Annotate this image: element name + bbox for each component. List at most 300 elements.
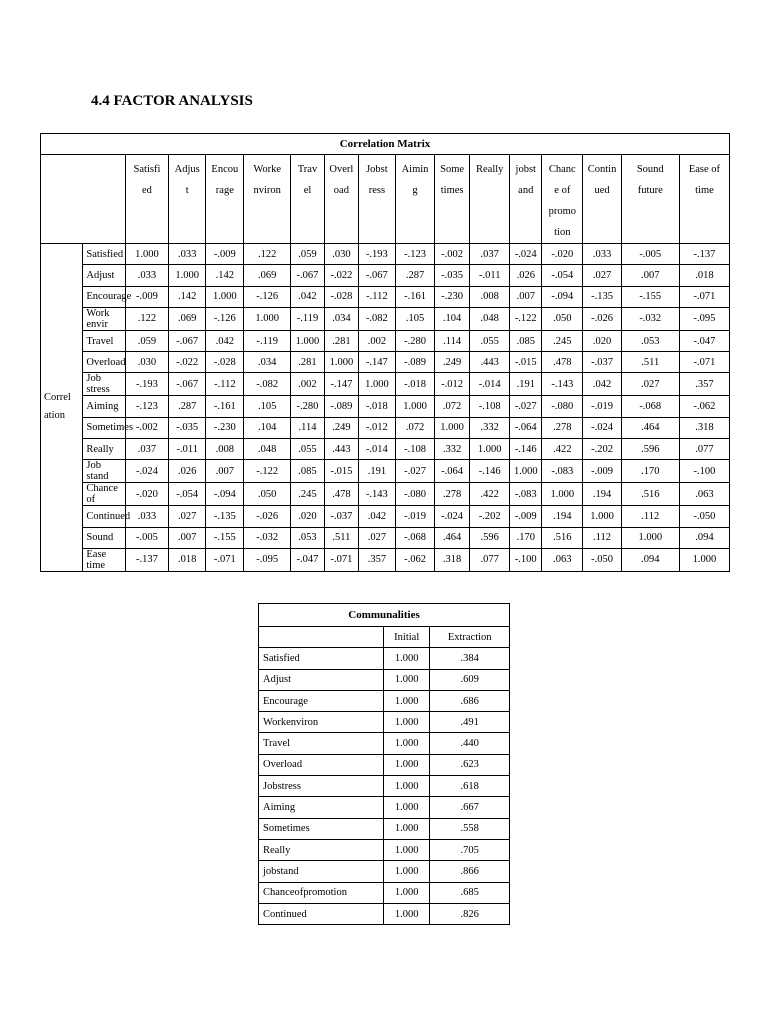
correlation-value: -.143 <box>542 373 583 396</box>
correlation-value: -.135 <box>206 506 244 527</box>
correlation-value: -.037 <box>583 352 621 373</box>
column-header-text: Satisfi <box>133 164 161 175</box>
extraction-value: .618 <box>430 776 510 797</box>
correlation-value: -.020 <box>125 483 168 506</box>
column-header <box>324 155 358 244</box>
correlation-value: -.123 <box>125 396 168 417</box>
correlation-value: -.068 <box>621 396 679 417</box>
correlation-value: -.094 <box>206 483 244 506</box>
correlation-value: .478 <box>542 352 583 373</box>
row-label: Continued <box>259 903 384 924</box>
correlation-value: 1.000 <box>206 286 244 307</box>
correlation-value: .287 <box>395 265 434 286</box>
correlation-value: -.035 <box>435 265 470 286</box>
correlation-value: -.123 <box>395 244 434 265</box>
column-header-text: ed <box>142 185 152 196</box>
correlation-value: .048 <box>244 439 291 460</box>
correlation-value: .516 <box>621 483 679 506</box>
side-label-line: Correl <box>44 392 71 404</box>
communalities-title: Communalities <box>259 604 510 627</box>
column-header <box>169 155 206 244</box>
correlation-value: -.100 <box>510 548 542 571</box>
extraction-value: .384 <box>430 648 510 669</box>
correlation-value: -.024 <box>435 506 470 527</box>
column-header-text: tion <box>554 227 571 238</box>
correlation-value: .170 <box>510 527 542 548</box>
extraction-value: .705 <box>430 839 510 860</box>
row-label: Continued <box>83 506 125 527</box>
column-header <box>435 155 470 244</box>
correlation-value: -.122 <box>244 460 291 483</box>
correlation-value: -.009 <box>125 286 168 307</box>
column-header-text: oad <box>333 185 349 196</box>
correlation-value: 1.000 <box>244 307 291 330</box>
correlation-value: .037 <box>125 439 168 460</box>
correlation-value: -.068 <box>395 527 434 548</box>
correlation-matrix-title: Correlation Matrix <box>41 134 730 155</box>
correlation-value: -.005 <box>621 244 679 265</box>
extraction-value: .440 <box>430 733 510 754</box>
correlation-value: -.018 <box>358 396 395 417</box>
column-header-text: Some <box>440 164 465 175</box>
correlation-value: -.193 <box>358 244 395 265</box>
correlation-value: .020 <box>291 506 325 527</box>
correlation-value: -.230 <box>435 286 470 307</box>
correlation-value: .357 <box>358 548 395 571</box>
column-header-text: Jobst <box>366 164 388 175</box>
row-label: Really <box>83 439 125 460</box>
correlation-value: -.126 <box>244 286 291 307</box>
correlation-value: .422 <box>542 439 583 460</box>
correlation-value: .478 <box>324 483 358 506</box>
column-header <box>125 155 168 244</box>
table-row <box>41 373 730 396</box>
correlation-value: -.032 <box>621 307 679 330</box>
correlation-value: 1.000 <box>470 439 510 460</box>
initial-value: 1.000 <box>384 669 430 690</box>
header-blank-cell <box>41 155 126 244</box>
column-header-text: future <box>637 185 663 196</box>
extraction-value: .685 <box>430 882 510 903</box>
correlation-value: .094 <box>621 548 679 571</box>
correlation-value: -.071 <box>679 286 729 307</box>
correlation-value: -.146 <box>510 439 542 460</box>
correlation-value: -.112 <box>358 286 395 307</box>
correlation-value: .007 <box>169 527 206 548</box>
column-header-text: Ease of <box>688 164 721 175</box>
column-header-text: Really <box>476 164 504 175</box>
correlation-value: .318 <box>435 548 470 571</box>
correlation-value: .030 <box>125 352 168 373</box>
correlation-value: -.009 <box>510 506 542 527</box>
column-header-text: and <box>518 185 534 196</box>
correlation-value: -.135 <box>583 286 621 307</box>
correlation-value: .033 <box>125 506 168 527</box>
table-row <box>41 439 730 460</box>
correlation-value: .085 <box>510 330 542 351</box>
row-label: Adjust <box>259 669 384 690</box>
correlation-value: .332 <box>435 439 470 460</box>
correlation-value: .112 <box>621 506 679 527</box>
correlation-value: .027 <box>358 527 395 548</box>
correlation-value: .332 <box>470 417 510 438</box>
correlation-value: .034 <box>244 352 291 373</box>
row-label: Satisfied <box>83 244 125 265</box>
row-label: Adjust <box>83 265 125 286</box>
column-header-text: Adjus <box>174 164 200 175</box>
correlation-value: .245 <box>291 483 325 506</box>
correlation-value: -.119 <box>291 307 325 330</box>
table-row <box>41 460 730 483</box>
column-header-text: g <box>412 185 418 196</box>
correlation-value: -.095 <box>244 548 291 571</box>
table-row <box>259 669 510 690</box>
column-header <box>395 155 434 244</box>
table-row <box>41 506 730 527</box>
correlation-value: -.011 <box>470 265 510 286</box>
correlation-value: .072 <box>395 417 434 438</box>
correlation-value: -.146 <box>470 460 510 483</box>
correlation-value: .033 <box>583 244 621 265</box>
correlation-value: -.067 <box>169 330 206 351</box>
side-label-line: ation <box>44 410 65 422</box>
correlation-value: .026 <box>169 460 206 483</box>
correlation-value: -.018 <box>395 373 434 396</box>
correlation-value: -.012 <box>435 373 470 396</box>
correlation-value: .037 <box>470 244 510 265</box>
correlation-value: .511 <box>324 527 358 548</box>
correlation-matrix-table <box>40 133 730 572</box>
correlation-value: -.147 <box>358 352 395 373</box>
row-label: Sound <box>83 527 125 548</box>
correlation-value: -.143 <box>358 483 395 506</box>
correlation-value: -.137 <box>679 244 729 265</box>
column-header <box>510 155 542 244</box>
correlation-value: -.009 <box>583 460 621 483</box>
correlation-value: -.022 <box>324 265 358 286</box>
initial-value: 1.000 <box>384 818 430 839</box>
correlation-value: -.012 <box>358 417 395 438</box>
correlation-value: .422 <box>470 483 510 506</box>
extraction-value: .491 <box>430 712 510 733</box>
row-label: Workenviron <box>259 712 384 733</box>
initial-value: 1.000 <box>384 648 430 669</box>
row-label: Chance of <box>83 483 125 506</box>
initial-value: 1.000 <box>384 839 430 860</box>
correlation-value: -.064 <box>435 460 470 483</box>
correlation-value: .122 <box>244 244 291 265</box>
correlation-value: .050 <box>244 483 291 506</box>
table-row <box>259 690 510 711</box>
column-header-text: times <box>440 185 464 196</box>
row-label: Job stand <box>83 460 125 483</box>
correlation-value: 1.000 <box>679 548 729 571</box>
correlation-value: .063 <box>679 483 729 506</box>
correlation-value: -.089 <box>395 352 434 373</box>
extraction-value: .866 <box>430 861 510 882</box>
correlation-value: -.002 <box>125 417 168 438</box>
correlation-value: .112 <box>583 527 621 548</box>
column-header <box>679 155 729 244</box>
column-header-text: Encou <box>211 164 239 175</box>
correlation-value: .516 <box>542 527 583 548</box>
correlation-value: .085 <box>291 460 325 483</box>
column-header <box>470 155 510 244</box>
correlation-value: .194 <box>583 483 621 506</box>
correlation-value: .053 <box>291 527 325 548</box>
column-header <box>542 155 583 244</box>
row-label: Travel <box>83 330 125 351</box>
column-header-text: Sound <box>636 164 664 175</box>
correlation-value: 1.000 <box>291 330 325 351</box>
column-header-text: Chanc <box>548 164 576 175</box>
correlation-value: .018 <box>679 265 729 286</box>
extraction-value: .667 <box>430 797 510 818</box>
table-row <box>259 776 510 797</box>
column-header-text: ued <box>594 185 610 196</box>
row-label: Travel <box>259 733 384 754</box>
row-label: Overload <box>259 754 384 775</box>
correlation-value: -.122 <box>510 307 542 330</box>
row-label: Sometimes <box>83 417 125 438</box>
correlation-value: .027 <box>621 373 679 396</box>
correlation-value: 1.000 <box>169 265 206 286</box>
correlation-value: .318 <box>679 417 729 438</box>
correlation-value: -.027 <box>395 460 434 483</box>
correlation-value: -.014 <box>358 439 395 460</box>
correlation-value: -.082 <box>244 373 291 396</box>
initial-value: 1.000 <box>384 797 430 818</box>
correlation-value: .281 <box>291 352 325 373</box>
table-row <box>41 483 730 506</box>
correlation-value: .050 <box>542 307 583 330</box>
correlation-value: -.024 <box>583 417 621 438</box>
correlation-value: .114 <box>435 330 470 351</box>
column-header <box>583 155 621 244</box>
correlation-value: -.050 <box>679 506 729 527</box>
table-row <box>259 839 510 860</box>
correlation-value: .034 <box>324 307 358 330</box>
row-label: Really <box>259 839 384 860</box>
column-header-text: t <box>185 185 189 196</box>
table-row <box>259 712 510 733</box>
initial-value: 1.000 <box>384 733 430 754</box>
row-label: Satisfied <box>259 648 384 669</box>
correlation-value: .191 <box>510 373 542 396</box>
column-header-text: e of <box>554 185 571 196</box>
correlation-value: .059 <box>291 244 325 265</box>
correlation-value: -.161 <box>395 286 434 307</box>
correlation-value: .094 <box>679 527 729 548</box>
correlation-value: -.100 <box>679 460 729 483</box>
correlation-value: -.032 <box>244 527 291 548</box>
correlation-value: -.054 <box>542 265 583 286</box>
correlation-value: -.019 <box>583 396 621 417</box>
correlation-value: .002 <box>291 373 325 396</box>
extraction-value: .609 <box>430 669 510 690</box>
correlation-value: -.067 <box>291 265 325 286</box>
correlation-value: -.064 <box>510 417 542 438</box>
correlation-value: -.137 <box>125 548 168 571</box>
correlation-value: -.027 <box>510 396 542 417</box>
correlation-value: 1.000 <box>435 417 470 438</box>
correlation-value: .059 <box>125 330 168 351</box>
correlation-value: .063 <box>542 548 583 571</box>
correlation-value: -.280 <box>395 330 434 351</box>
correlation-value: -.009 <box>206 244 244 265</box>
correlation-value: .069 <box>244 265 291 286</box>
correlation-value: -.126 <box>206 307 244 330</box>
correlation-value: -.119 <box>244 330 291 351</box>
correlation-value: .249 <box>435 352 470 373</box>
table-row <box>259 754 510 775</box>
communalities-table <box>258 603 510 925</box>
correlation-value: -.089 <box>324 396 358 417</box>
correlation-value: .077 <box>470 548 510 571</box>
table-row <box>41 286 730 307</box>
correlation-value: .072 <box>435 396 470 417</box>
correlation-value: .278 <box>435 483 470 506</box>
correlation-value: .511 <box>621 352 679 373</box>
table-row <box>259 903 510 924</box>
correlation-value: -.024 <box>125 460 168 483</box>
table-row <box>41 265 730 286</box>
row-label: Aiming <box>83 396 125 417</box>
correlation-value: .033 <box>125 265 168 286</box>
column-header-text: ress <box>368 185 386 196</box>
section-heading: 4.4 FACTOR ANALYSIS <box>91 93 253 109</box>
correlation-value: -.230 <box>206 417 244 438</box>
correlation-value: -.155 <box>206 527 244 548</box>
column-header <box>358 155 395 244</box>
extraction-value: .558 <box>430 818 510 839</box>
correlation-value: .027 <box>583 265 621 286</box>
row-label: jobstand <box>259 861 384 882</box>
column-header <box>291 155 325 244</box>
correlation-value: .194 <box>542 506 583 527</box>
correlation-value: -.067 <box>358 265 395 286</box>
correlation-value: -.083 <box>542 460 583 483</box>
column-header-text: Worke <box>253 164 282 175</box>
correlation-value: -.024 <box>510 244 542 265</box>
correlation-value: 1.000 <box>542 483 583 506</box>
row-label: Overload <box>83 352 125 373</box>
correlation-value: -.047 <box>679 330 729 351</box>
correlation-value: -.083 <box>510 483 542 506</box>
correlation-value: -.108 <box>470 396 510 417</box>
correlation-value: .287 <box>169 396 206 417</box>
correlation-value: -.094 <box>542 286 583 307</box>
correlation-value: .042 <box>291 286 325 307</box>
extraction-value: .686 <box>430 690 510 711</box>
correlation-value: -.095 <box>679 307 729 330</box>
correlation-value: -.050 <box>583 548 621 571</box>
correlation-value: -.071 <box>206 548 244 571</box>
correlation-value: .020 <box>583 330 621 351</box>
correlation-value: .170 <box>621 460 679 483</box>
column-header-text: nviron <box>253 185 281 196</box>
correlation-value: .048 <box>470 307 510 330</box>
table-row <box>259 818 510 839</box>
correlation-value: .105 <box>244 396 291 417</box>
correlation-value: .042 <box>206 330 244 351</box>
correlation-value: -.022 <box>169 352 206 373</box>
correlation-value: .443 <box>324 439 358 460</box>
correlation-value: .104 <box>435 307 470 330</box>
correlation-value: .596 <box>470 527 510 548</box>
correlation-value: .104 <box>244 417 291 438</box>
table-row <box>41 527 730 548</box>
column-header-text: Overl <box>329 164 354 175</box>
correlation-value: .018 <box>169 548 206 571</box>
correlation-value: .069 <box>169 307 206 330</box>
correlation-value: .464 <box>435 527 470 548</box>
column-header-initial: Initial <box>384 627 430 648</box>
correlation-value: 1.000 <box>324 352 358 373</box>
correlation-value: .053 <box>621 330 679 351</box>
row-label: Job stress <box>83 373 125 396</box>
correlation-value: -.112 <box>206 373 244 396</box>
correlation-value: 1.000 <box>125 244 168 265</box>
table-row <box>259 648 510 669</box>
table-row <box>259 861 510 882</box>
correlation-value: .027 <box>169 506 206 527</box>
correlation-value: -.026 <box>244 506 291 527</box>
correlation-value: -.082 <box>358 307 395 330</box>
initial-value: 1.000 <box>384 861 430 882</box>
correlation-value: -.028 <box>206 352 244 373</box>
column-header-text: time <box>695 185 714 196</box>
correlation-value: 1.000 <box>395 396 434 417</box>
initial-value: 1.000 <box>384 754 430 775</box>
correlation-value: -.020 <box>542 244 583 265</box>
correlation-value: -.028 <box>324 286 358 307</box>
correlation-value: .464 <box>621 417 679 438</box>
correlation-value: .008 <box>470 286 510 307</box>
initial-value: 1.000 <box>384 690 430 711</box>
correlation-value: -.161 <box>206 396 244 417</box>
table-row <box>41 417 730 438</box>
correlation-value: -.071 <box>679 352 729 373</box>
table-row <box>41 352 730 373</box>
row-label: Aiming <box>259 797 384 818</box>
correlation-value: -.015 <box>324 460 358 483</box>
row-label: Jobstress <box>259 776 384 797</box>
correlation-value: -.014 <box>470 373 510 396</box>
correlation-value: -.193 <box>125 373 168 396</box>
extraction-value: .826 <box>430 903 510 924</box>
correlation-value: .281 <box>324 330 358 351</box>
table-row <box>41 396 730 417</box>
correlation-value: .142 <box>206 265 244 286</box>
correlation-value: -.002 <box>435 244 470 265</box>
correlation-value: .026 <box>510 265 542 286</box>
correlation-value: -.005 <box>125 527 168 548</box>
column-header-text: Contin <box>587 164 617 175</box>
extraction-value: .623 <box>430 754 510 775</box>
column-header-text: el <box>303 185 312 196</box>
initial-value: 1.000 <box>384 882 430 903</box>
initial-value: 1.000 <box>384 776 430 797</box>
table-row <box>41 307 730 330</box>
correlation-value: .443 <box>470 352 510 373</box>
correlation-value: -.108 <box>395 439 434 460</box>
column-header-text: rage <box>215 185 234 196</box>
correlation-value: -.280 <box>291 396 325 417</box>
column-header <box>621 155 679 244</box>
correlation-value: .007 <box>510 286 542 307</box>
correlation-value: .105 <box>395 307 434 330</box>
